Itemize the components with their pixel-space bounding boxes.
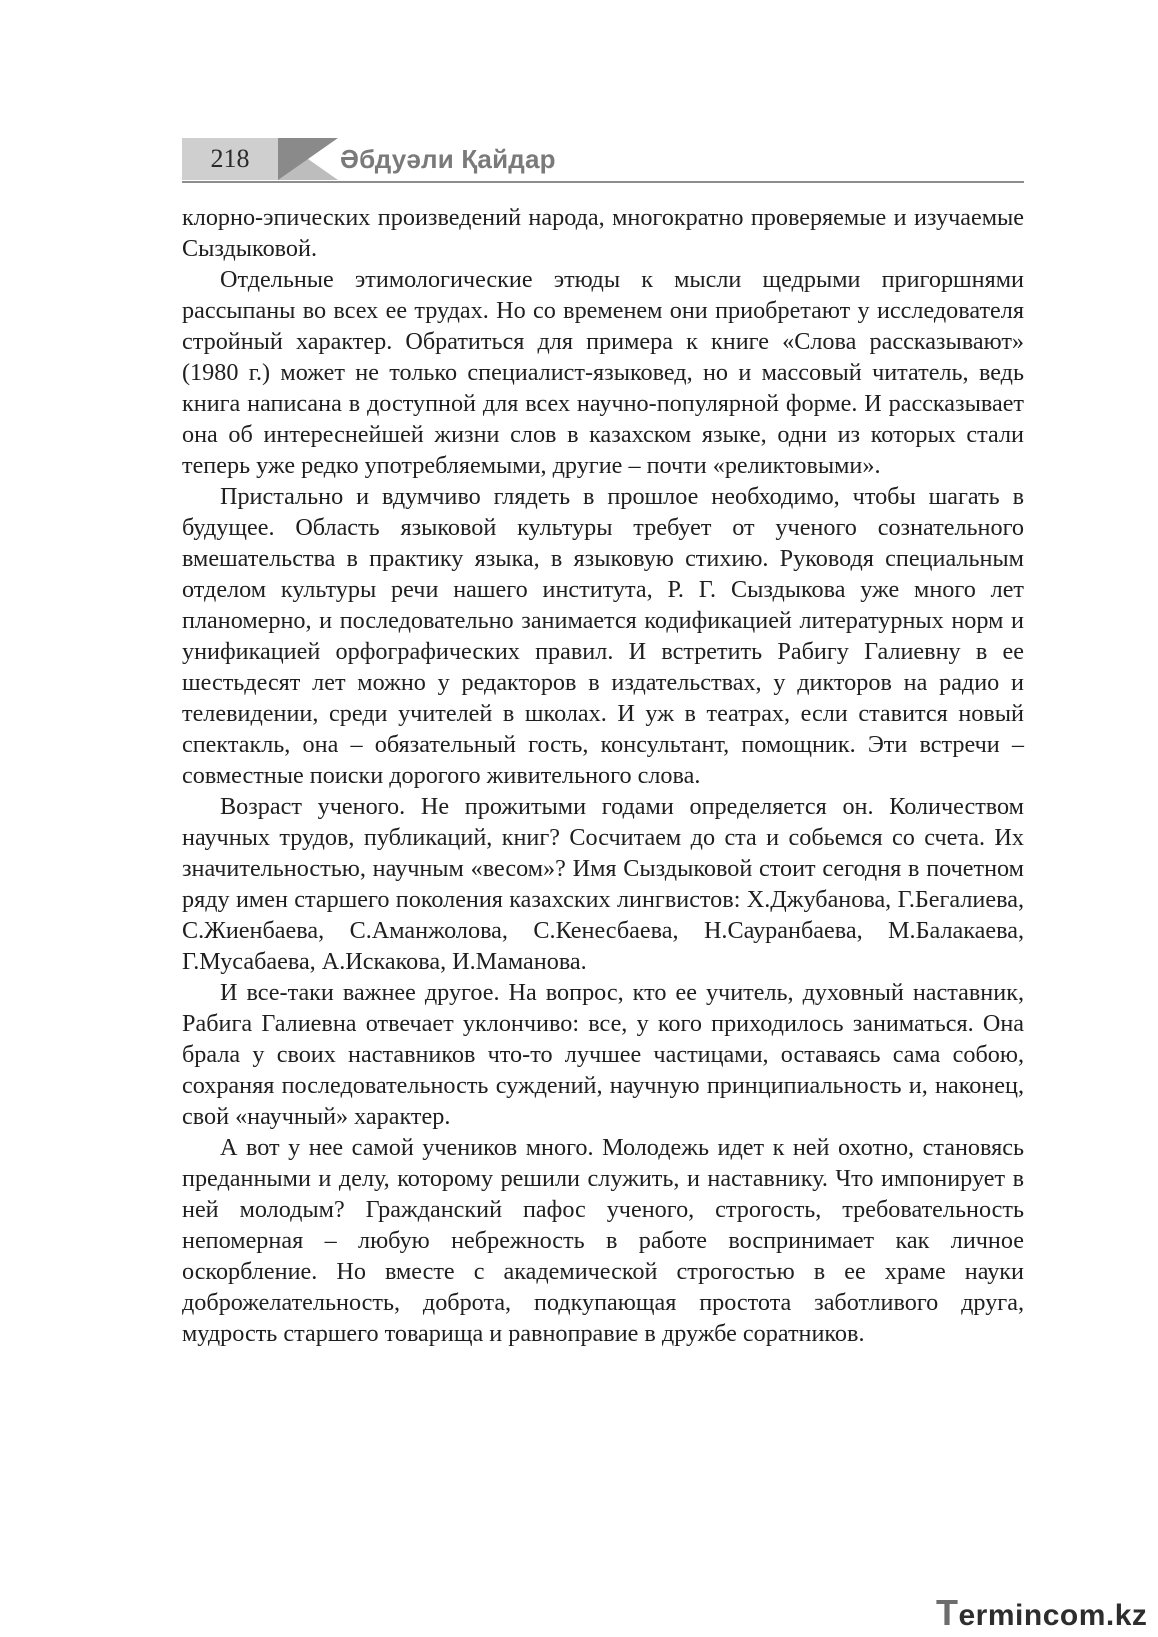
paragraph-1: клорно-эпических произведений народа, многократно проверяемые и изучаемые Сыздыковой. <box>182 204 1024 262</box>
watermark-initial: T <box>936 1592 959 1633</box>
watermark-rest: ermincom.kz <box>958 1599 1148 1632</box>
header-divider <box>182 181 1024 183</box>
paragraph-6: А вот у нее самой учеников много. Молодежь идет к ней охотно, становясь преданными и делу, которому решили служить, и наставнику. Что импонирует в ней молодым? Гражданский пафос ученого, строгость, требовательность непомерная – любую небрежность в работе воспринимает как личное оскорбление. Но вместе с академической строгостью в ее храме науки доброжелательность, доброта, подкупающая простота заботливого друга, мудрость старшего товарища и равноправие в дружбе соратников. <box>182 1134 1024 1347</box>
paragraph-2: Отдельные этимологические этюды к мысли щедрыми пригоршнями рассыпаны во всех ее трудах. Но со временем они приобретают у исследователя стройный характер. Обратиться для примера к книге «Слова рассказывают» (1980 г.) может не только специалист-языковед, но и массовый читатель, ведь книга написана в доступной для всех научно-популярной форме. И рассказывает она об интереснейшей жизни слов в казахском языке, одни из которых стали теперь уже редко употребляемыми, другие – почти «реликтовыми». <box>182 266 1024 479</box>
page-number: 218 <box>210 144 250 173</box>
watermark-logo <box>936 1592 1147 1634</box>
paragraph-3: Пристально и вдумчиво глядеть в прошлое необходимо, чтобы шагать в будущее. Область языковой культуры требует от ученого сознательного вмешательства в практику языка, в языковую стихию. Руководя специальным отделом культуры речи нашего института, Р. Г. Сыздыкова уже много лет планомерно, и последовательно занимается кодификацией литературных норм и унификацией орфографических правил. И встретить Рабигу Галиевну в ее шестьдесят лет можно у редакторов в издательствах, у дикторов на радио и телевидении, среди учителей в школах. И уж в театрах, если ставится новый спектакль, она – обязательный гость, консультант, помощник. Эти встречи – совместные поиски дорогого живительного слова. <box>182 483 1024 789</box>
page-header <box>182 138 1024 188</box>
paragraph-4: Возраст ученого. Не прожитыми годами определяется он. Количеством научных трудов, публикаций, книг? Сосчитаем до ста и собьемся со счета. Их значительностью, научным «весом»? Имя Сыздыковой стоит сегодня в почетном ряду имен старшего поколения казахских лингвистов: Х.Джубанова, Г.Бегалиева, С.Жиенбаева, С.Аманжолова, С.Кенесбаева, Н.Сауранбаева, М.Балакаева, Г.Мусабаева, А.Искакова, И.Маманова. <box>182 793 1024 975</box>
running-head-author: Әбдуәли Қайдар <box>340 144 556 174</box>
tab-wedge-decoration-dark <box>278 138 338 180</box>
paragraph-5: И все-таки важнее другое. На вопрос, кто ее учитель, духовный наставник, Рабига Галиевна отвечает уклончиво: все, у кого приходилось заниматься. Она брала у своих наставников что-то лучшее частицами, оставаясь сама собою, сохраняя последовательность суждений, научную принципиальность и, наконец, свой «научный» характер. <box>182 979 1024 1130</box>
body-text <box>182 202 1024 1349</box>
